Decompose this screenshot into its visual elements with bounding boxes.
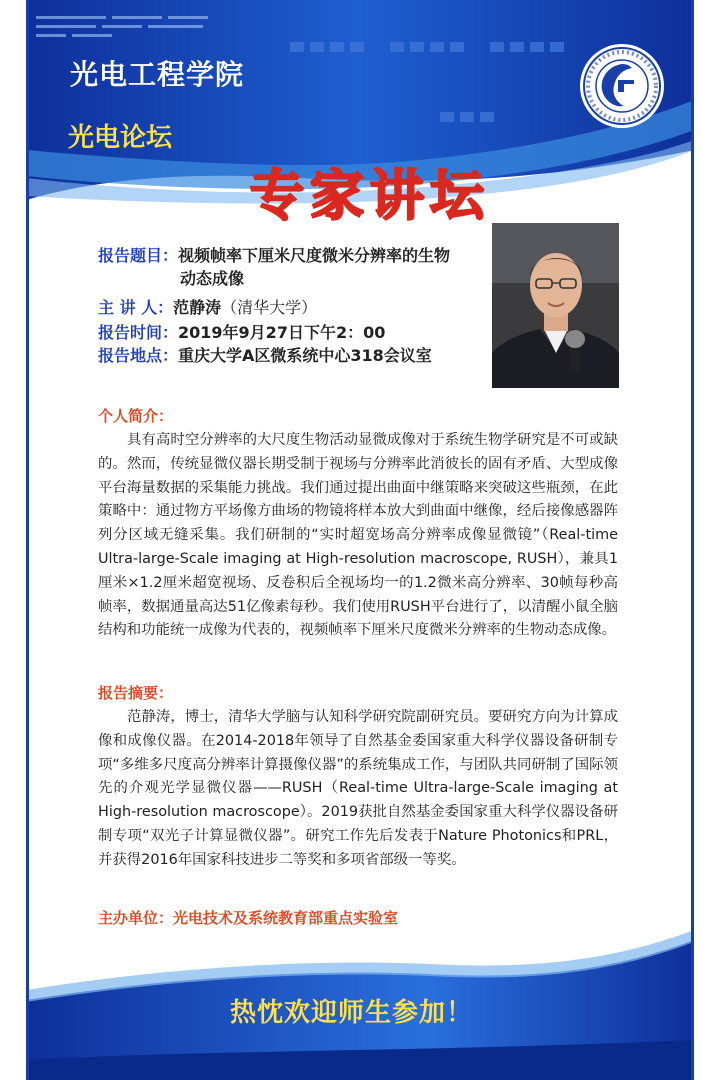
place-value: 重庆大学A区微系统中心318会议室 [178,346,432,365]
speaker-label: 主 讲 人： [98,298,174,317]
university-logo [578,42,666,130]
college-title: 光电工程学院 [70,58,245,91]
left-border [26,0,29,1080]
intro-heading: 个人简介： [98,407,174,425]
place-row [98,344,488,367]
place-label: 报告地点： [98,346,179,365]
time-row [98,321,488,344]
right-border [691,0,694,1080]
expert-lecture-text: 专家讲坛 [250,163,490,227]
abstract-paragraph [98,706,618,873]
organizer: 主办单位：光电技术及系统教育部重点实验室 [98,909,399,927]
topic-row [98,244,488,267]
topic-value: 视频帧率下厘米尺度微米分辨率的生物 [178,246,451,265]
intro-paragraph [98,429,618,643]
topic-value-line2: 动态成像 [180,269,245,288]
expert-lecture-banner [240,160,500,230]
speaker-row [98,296,488,319]
topic-label: 报告题目： [98,246,179,265]
abstract-heading: 报告摘要： [98,684,174,702]
lecture-info [98,244,488,367]
time-label: 报告时间： [98,323,179,342]
welcome-text: 热忱欢迎师生参加！ [230,998,474,1028]
speaker-photo [492,223,619,388]
abstract-text: 范静涛，博士，清华大学脑与认知科学研究院副研究员。要研究方向为计算成像和成像仪器。在2014-2018年领导了自然基金委国家重大科学仪器设备研制专项“多维多尺度高分辨率计算摄像仪器”的系统集成工作，与团队共同研制了国际领先的介观光学显微仪器——RUSH（Real-time Ultra-large-Scale imaging at High-resolution macroscope）。2019获批自然基金委国家重大科学仪器设备研制专项“双光子计算显微仪器”。研究工作先后发表于Nature Photonics和PRL，并获得2016年国家科技进步二等奖和多项省部级一等奖。 [98,709,618,868]
speaker-name: 范静涛 [173,298,222,317]
intro-text: 具有高时空分辨率的大尺度生物活动显微成像对于系统生物学研究是不可或缺的。然而，传统显微仪器长期受制于视场与分辨率此消彼长的固有矛盾、大型成像平台海量数据的采集能力挑战。我们通过提出曲面中继策略来突破这些瓶颈，在此策略中：通过物方平场像方曲场的物镜将样本放大到曲面中继像，经后接像感器阵列分区域无缝采集。我们研制的“实时超宽场高分辨率成像显微镜”（Real-time Ultra-large-Scale imaging at High-resolution macroscope, RUSH），兼具1厘米×1.2厘米超宽视场、反卷积后全视场均一的1.2微米高分辨率、30帧每秒高帧率，数据通量高达51亿像素每秒。我们使用RUSH平台进行了，以清醒小鼠全脑结构和功能统一成像为代表的，视频帧率下厘米尺度微米分辨率的生物动态成像。 [98,432,618,639]
speaker-affiliation: （清华大学） [221,298,318,317]
forum-title: 光电论坛 [68,123,173,153]
time-value: 2019年9月27日下午2：00 [178,323,386,342]
